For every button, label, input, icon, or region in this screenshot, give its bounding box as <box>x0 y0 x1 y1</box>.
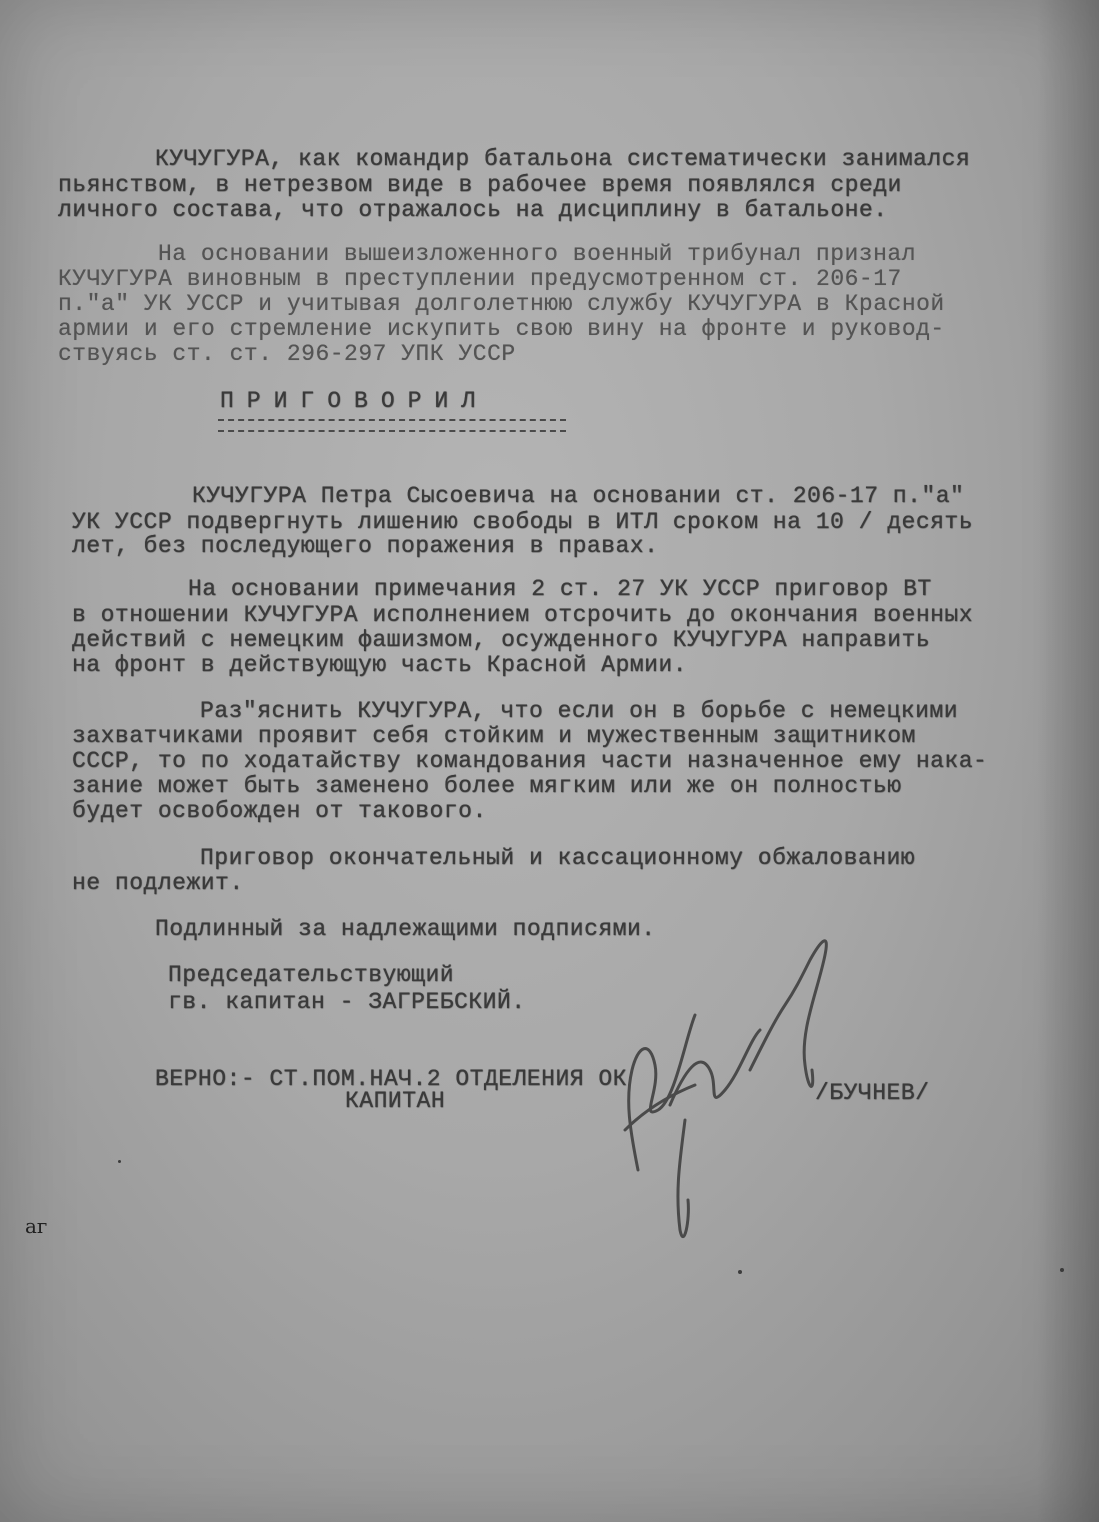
paragraph-4-line-2: в отношении КУЧУГУРА исполнением отсрочить до окончания военных <box>72 602 974 628</box>
signer-name: /БУЧНЕВ/ <box>815 1080 930 1106</box>
paragraph-3-line-3: лет, без последующего поражения в правах. <box>72 533 659 559</box>
paragraph-2-line-3: п."а" УК УССР и учитывая долголетнюю службу КУЧУГУРА в Красной <box>58 291 945 317</box>
paragraph-4-line-4: на фронт в действующую часть Красной Армии. <box>72 652 687 678</box>
paragraph-1-line-2: пьянством, в нетрезвом виде в рабочее время появлялся среди <box>58 172 902 198</box>
paragraph-3-line-2: УК УССР подвергнуть лишению свободы в ИТЛ сроком на 10 / десять <box>72 509 974 535</box>
certification-line-1: ВЕРНО:- СТ.ПОМ.НАЧ.2 ОТДЕЛЕНИЯ ОК <box>155 1066 627 1092</box>
paragraph-2-line-5: ствуясь ст. ст. 296-297 УПК УССР <box>58 341 516 367</box>
paragraph-5-line-5: будет освобожден от такового. <box>72 798 487 824</box>
paper-speck <box>1060 1268 1064 1272</box>
paper-speck <box>118 1160 121 1163</box>
paragraph-2-line-1: На основании вышеизложенного военный трибунал признал <box>158 241 917 267</box>
paragraph-5-line-4: зание может быть заменено более мягким или же он полностью <box>72 773 902 799</box>
paragraph-6-line-2: не подлежит. <box>72 870 244 896</box>
margin-note: аг <box>25 1214 48 1238</box>
chair-title: Председательствующий <box>168 962 455 988</box>
original-signatures-note: Подлинный за надлежащими подписями. <box>155 916 656 942</box>
verdict-heading: ПРИГОВОРИЛ <box>220 388 489 414</box>
paragraph-4-line-3: действий с немецким фашизмом, осужденного КУЧУГУРА направить <box>72 627 931 653</box>
heading-underline <box>218 419 566 432</box>
certification-rank: КАПИТАН <box>345 1088 446 1114</box>
page-fold-shadow <box>1037 0 1099 1522</box>
paper-speck <box>738 1270 742 1274</box>
paragraph-6-line-1: Приговор окончательный и кассационному обжалованию <box>200 845 916 871</box>
handwritten-signature <box>600 920 850 1250</box>
paragraph-3-line-1: КУЧУГУРА Петра Сысоевича на основании ст. 206-17 п."а" <box>192 483 965 509</box>
paragraph-4-line-1: На основании примечания 2 ст. 27 УК УССР приговор ВТ <box>188 576 932 602</box>
chair-name: гв. капитан - ЗАГРЕБСКИЙ. <box>168 989 526 1015</box>
paragraph-5-line-1: Раз"яснить КУЧУГУРА, что если он в борьбе с немецкими <box>200 698 959 724</box>
paragraph-5-line-3: СССР, то по ходатайству командования части назначенное ему нака- <box>72 748 988 774</box>
paragraph-1-line-3: личного состава, что отражалось на дисциплину в батальоне. <box>58 197 888 223</box>
paragraph-5-line-2: захватчиками проявит себя стойким и мужественным защитником <box>72 723 916 749</box>
paragraph-2-line-4: армии и его стремление искупить свою вину на фронте и руковод- <box>58 316 945 342</box>
paragraph-1-line-1: КУЧУГУРА, как командир батальона систематически занимался <box>155 146 971 172</box>
paragraph-2-line-2: КУЧУГУРА виновным в преступлении предусмотренном ст. 206-17 <box>58 266 902 292</box>
